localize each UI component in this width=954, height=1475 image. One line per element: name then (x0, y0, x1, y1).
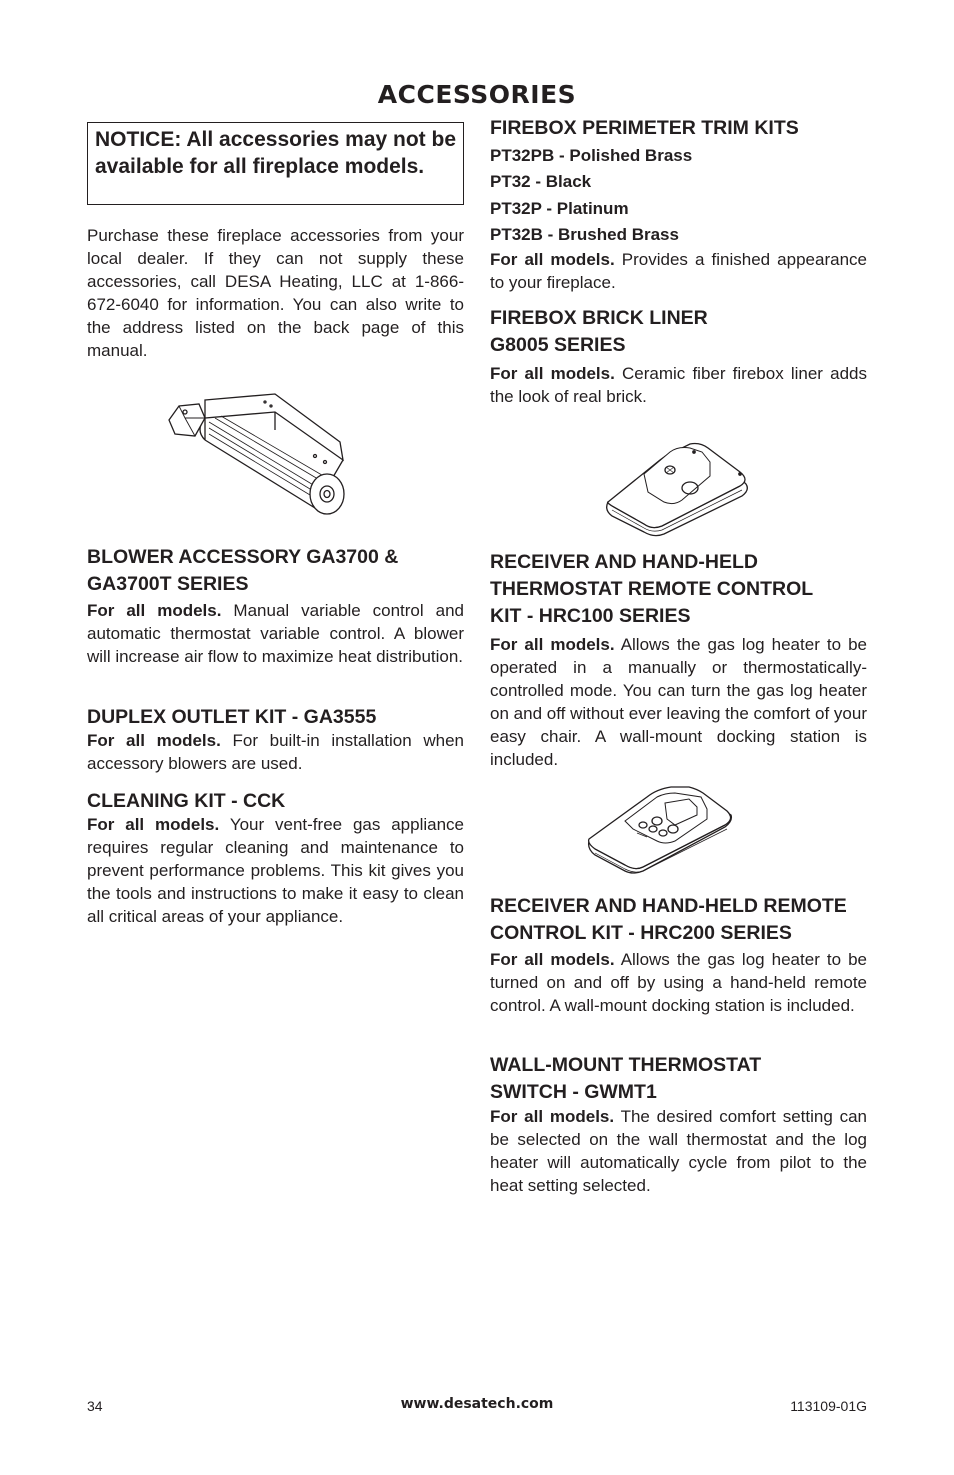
notice-box: NOTICE: All accessories may not be available for all fireplace models. (87, 122, 464, 205)
blower-illustration (165, 390, 355, 520)
trim-item: PT32P - Platinum (490, 199, 629, 218)
thermostat-remote-illustration (585, 783, 740, 875)
trim-item: PT32B - Brushed Brass (490, 225, 679, 244)
hrc200-text: For all models. Allows the gas log heater to be turned on and off by using a hand-held remote control. A wall-mount docking station is included. (490, 950, 867, 1015)
gwmt-heading: WALL-MOUNT THERMOSTAT SWITCH - GWMT1 (490, 1054, 762, 1103)
remote-control-illustration (600, 440, 755, 540)
duplex-heading: DUPLEX OUTLET KIT - GA3555 (87, 706, 377, 728)
hrc200-heading: RECEIVER AND HAND-HELD REMOTE CONTROL KIT - HRC200 SERIES (490, 895, 847, 944)
hrc100-heading: RECEIVER AND HAND-HELD THERMOSTAT REMOTE CONTROL KIT - HRC100 SERIES (490, 551, 814, 627)
hrc100-text: For all models. Allows the gas log heater to be operated in a manually or thermostatically-controlled mode. You can turn the gas log heater on and off without ever leaving the comfort of your easy chair. A wall-mount docking station is included. (490, 635, 867, 769)
trim-heading: FIREBOX PERIMETER TRIM KITS (490, 117, 799, 139)
gwmt-text: For all models. The desired comfort setting can be selected on the wall thermostat and the log heater will automatically cycle from pilot to the heat setting selected. (490, 1107, 867, 1195)
page-title: ACCESSORIES (377, 80, 577, 109)
cleaning-heading: CLEANING KIT - CCK (87, 790, 286, 812)
cleaning-text: For all models. Your vent-free gas appliance requires regular cleaning and maintenance to prevent performance problems. This kit gives you the tools and instructions to make it easy to clean all critical areas of your appliance. (87, 815, 465, 926)
brick-heading: FIREBOX BRICK LINER G8005 SERIES (490, 307, 708, 356)
blower-heading: BLOWER ACCESSORY GA3700 & GA3700T SERIES (87, 546, 399, 595)
duplex-text: For all models. For built-in installation when accessory blowers are used. (87, 731, 464, 773)
trim-item: PT32 - Black (490, 172, 592, 191)
blower-text: For all models. Manual variable control and automatic thermostat variable control. A blower will increase air flow to maximize heat distribution. (87, 601, 464, 666)
trim-text: For all models. Provides a finished appearance to your fireplace. (490, 250, 867, 292)
document-number: 113109-01G (790, 1398, 867, 1414)
footer-url: www.desatech.com (400, 1396, 554, 1412)
brick-text: For all models. Ceramic fiber firebox liner adds the look of real brick. (490, 364, 867, 406)
trim-item: PT32PB - Polished Brass (490, 146, 693, 165)
page-number: 34 (87, 1398, 103, 1414)
intro-paragraph: Purchase these fireplace accessories from your local dealer. If they can not supply these accessories, call DESA Heating, LLC at 1-866-672-6040 for information. You can also write to the address listed on the back page of this manual. (87, 226, 464, 360)
